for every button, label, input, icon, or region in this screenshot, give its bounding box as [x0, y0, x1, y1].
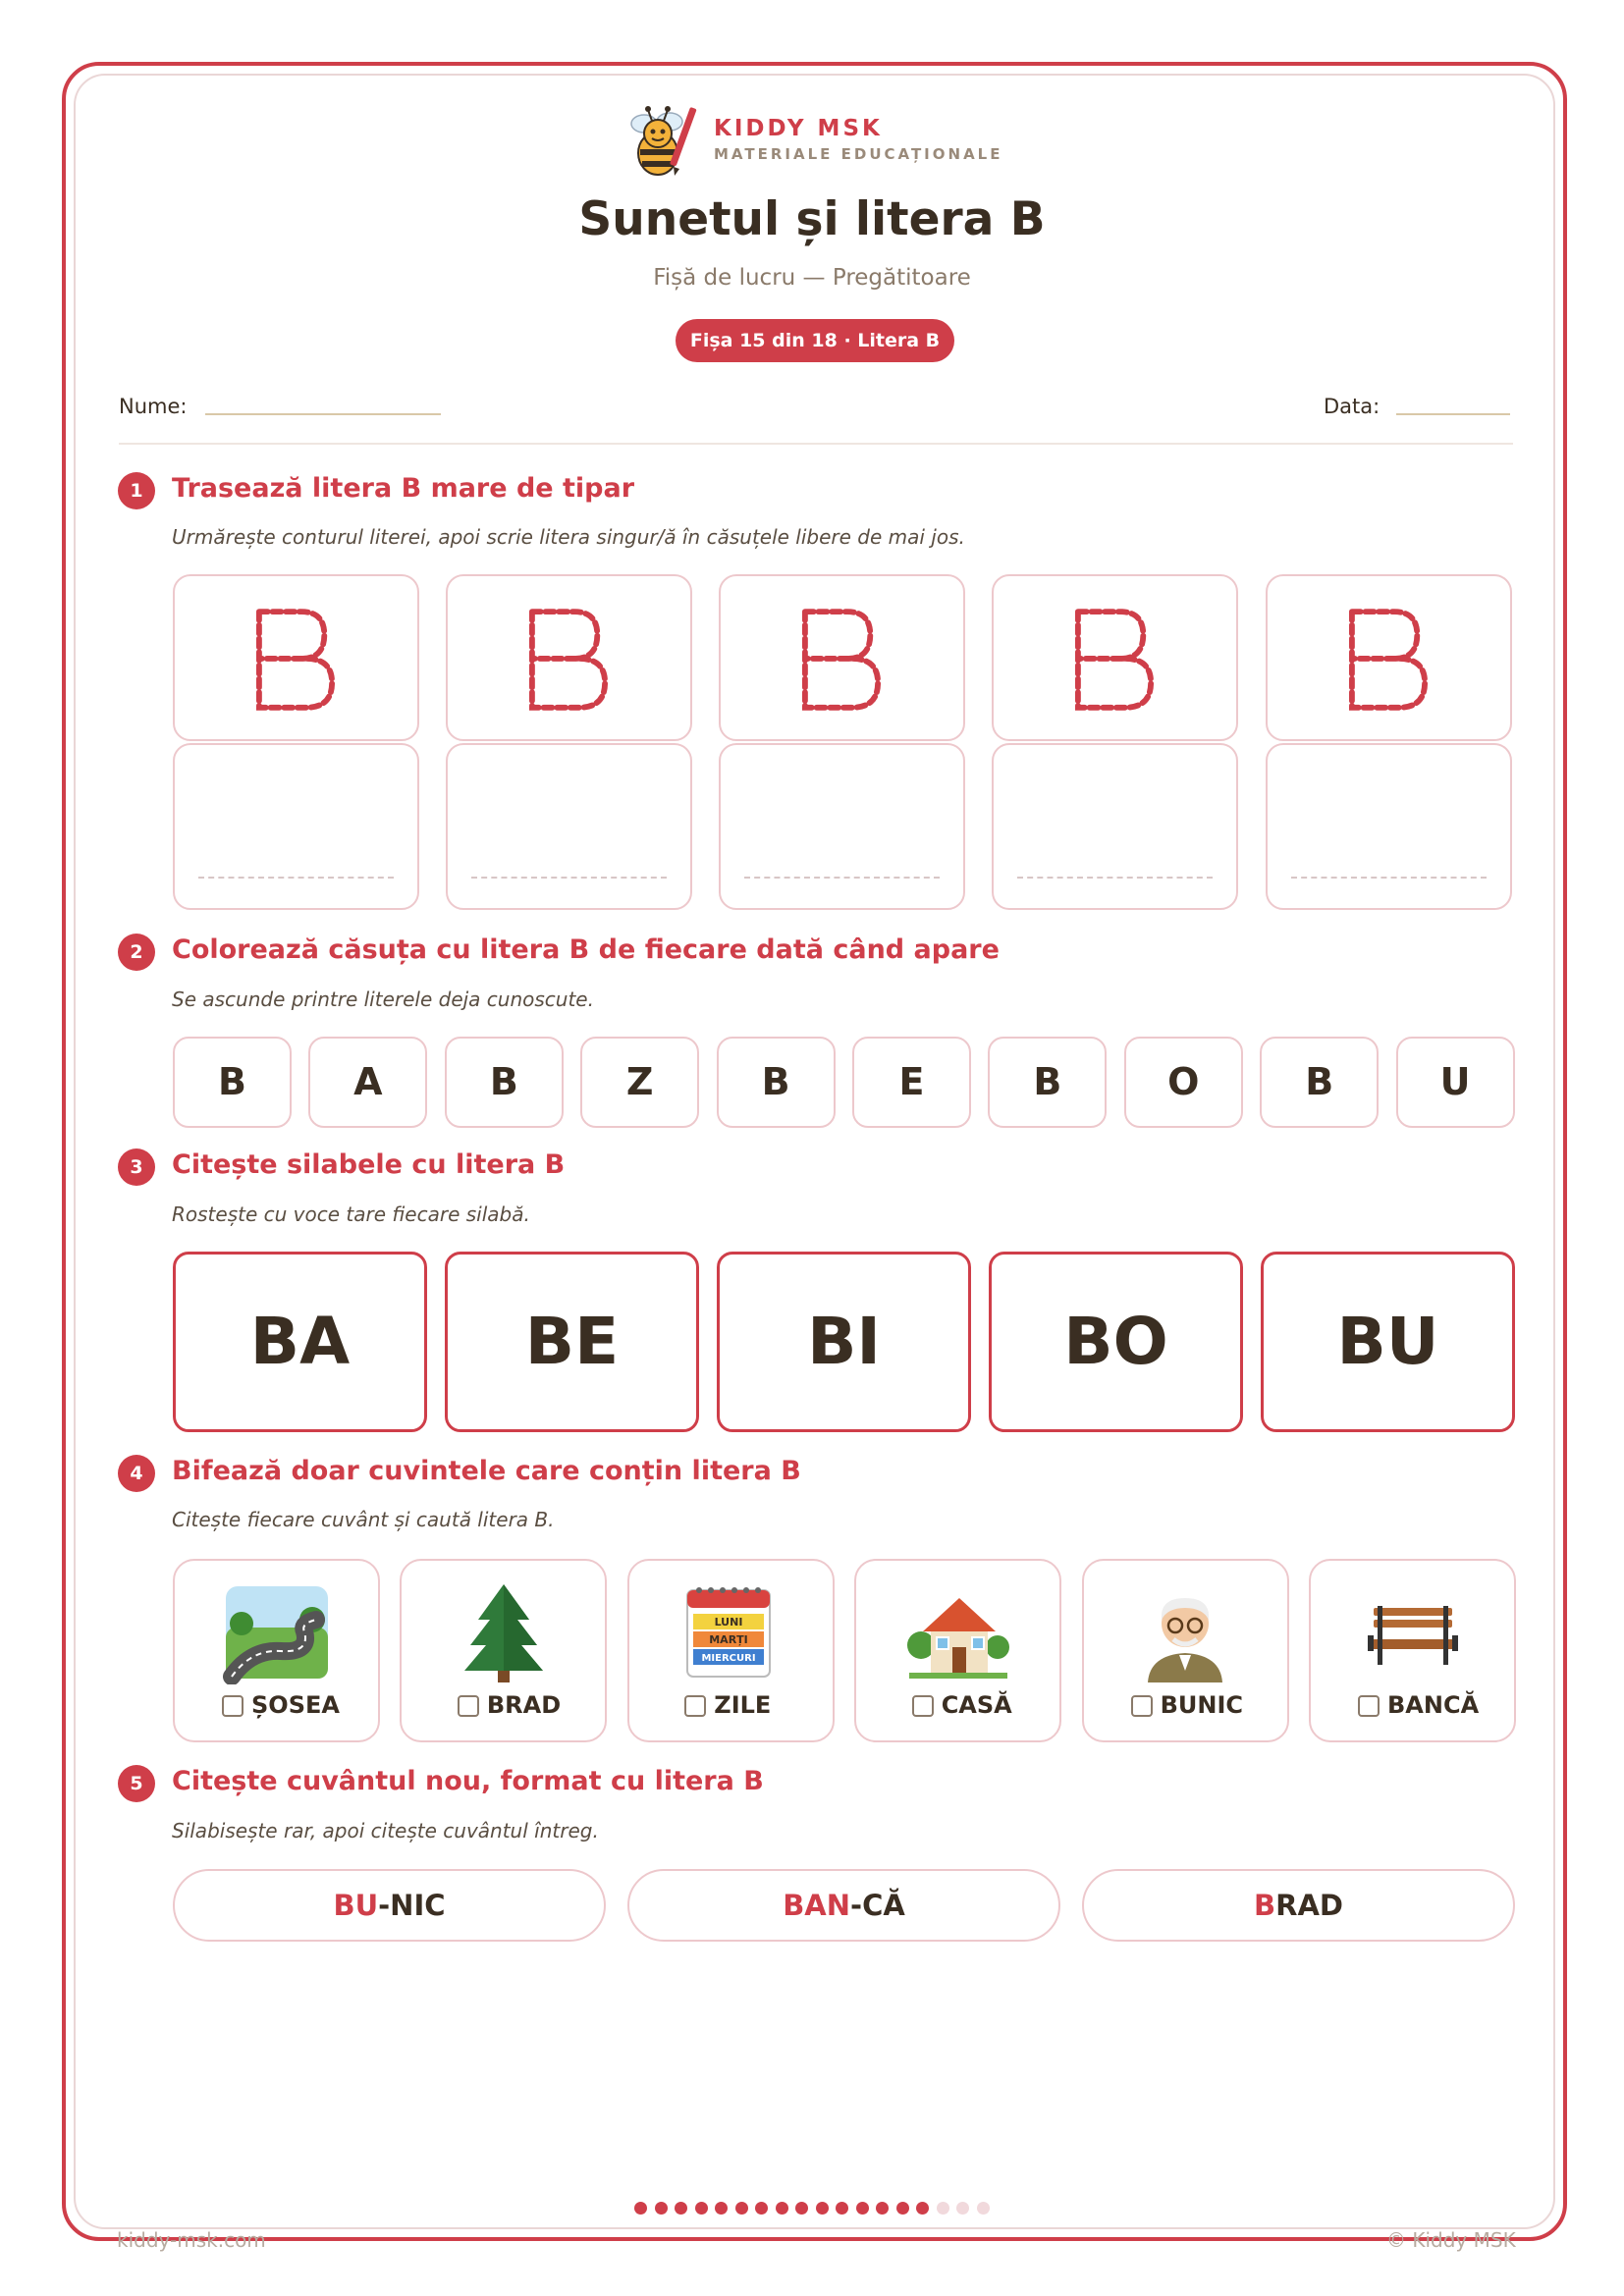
worksheet-badge: Fișa 15 din 18 · Litera B	[676, 319, 954, 362]
write-box[interactable]	[446, 743, 692, 910]
letter-box[interactable]: B	[1260, 1037, 1379, 1128]
word-card[interactable]	[1309, 1559, 1516, 1742]
highlighted-syllable: BU	[333, 1889, 379, 1922]
letter-box[interactable]: E	[852, 1037, 971, 1128]
section-instruction: Se ascunde printre literele deja cunoscute.	[172, 988, 594, 1011]
word-label: ZILE	[714, 1691, 772, 1719]
progress-dot	[836, 2202, 848, 2215]
word-label: BRAD	[486, 1691, 562, 1719]
word-rest: CĂ	[862, 1889, 905, 1922]
section-number: 5	[118, 1765, 155, 1802]
section-instruction: Silabisește rar, apoi citește cuvântul întreg.	[172, 1819, 599, 1842]
progress-dot	[735, 2202, 748, 2215]
progress-dot	[977, 2202, 990, 2215]
word-label: ȘOSEA	[251, 1691, 340, 1719]
write-box[interactable]	[992, 743, 1238, 910]
word-label: BANCĂ	[1387, 1691, 1480, 1719]
progress-dot	[876, 2202, 889, 2215]
word-card[interactable]	[173, 1559, 380, 1742]
letter-box[interactable]: A	[308, 1037, 427, 1128]
trace-box	[173, 574, 419, 741]
word-label: CASĂ	[941, 1691, 1012, 1719]
word-checkbox[interactable]	[1131, 1695, 1153, 1717]
letter-box[interactable]: O	[1124, 1037, 1243, 1128]
name-field[interactable]	[205, 413, 441, 415]
dotted-letter-b	[175, 576, 417, 739]
highlighted-syllable: BAN	[783, 1889, 851, 1922]
brand-tagline: MATERIALE EDUCAȚIONALE	[714, 145, 1003, 163]
date-label: Data:	[1324, 395, 1380, 418]
trace-box	[1266, 574, 1512, 741]
svg-text:LUNI: LUNI	[714, 1616, 743, 1629]
syllable-box: BE	[445, 1252, 699, 1432]
trace-box	[446, 574, 692, 741]
svg-text:MARȚI: MARȚI	[709, 1633, 749, 1646]
page-subtitle: Fișă de lucru — Pregătitoare	[653, 265, 971, 291]
section-title: Trasează litera B mare de tipar	[172, 473, 635, 504]
letter-box[interactable]: B	[717, 1037, 836, 1128]
word-checkbox[interactable]	[912, 1695, 934, 1717]
section-title: Colorează căsuța cu litera B de fiecare dată când apare	[172, 934, 1000, 965]
progress-dot	[795, 2202, 808, 2215]
date-field[interactable]	[1396, 413, 1510, 415]
section-number: 4	[118, 1455, 155, 1492]
write-box[interactable]	[1266, 743, 1512, 910]
progress-dot	[896, 2202, 909, 2215]
fir-tree-icon	[449, 1580, 559, 1684]
trace-box	[992, 574, 1238, 741]
word-rest: NIC	[390, 1889, 446, 1922]
progress-dot	[715, 2202, 728, 2215]
bee-with-pencil-icon	[619, 98, 697, 181]
section-title: Citește silabele cu litera B	[172, 1149, 566, 1180]
footer-copyright: © Kiddy MSK	[1386, 2228, 1516, 2252]
brand-header	[619, 98, 1031, 187]
progress-dot	[937, 2202, 949, 2215]
progress-dot	[755, 2202, 768, 2215]
syllable-box: BU	[1261, 1252, 1515, 1432]
header-divider	[119, 443, 1513, 445]
letter-box[interactable]: Z	[580, 1037, 699, 1128]
word-card[interactable]	[854, 1559, 1061, 1742]
write-guide-line	[471, 877, 667, 879]
syllable-box: BI	[717, 1252, 971, 1432]
progress-dot	[856, 2202, 869, 2215]
section-number: 1	[118, 472, 155, 509]
progress-dot	[776, 2202, 788, 2215]
letter-box[interactable]: B	[173, 1037, 292, 1128]
word-checkbox[interactable]	[684, 1695, 706, 1717]
dotted-letter-b	[448, 576, 690, 739]
write-guide-line	[1291, 877, 1487, 879]
progress-dot	[695, 2202, 708, 2215]
grandfather-icon	[1130, 1580, 1240, 1684]
word-card[interactable]	[1082, 1559, 1289, 1742]
section-instruction: Rostește cu voce tare fiecare silabă.	[172, 1202, 530, 1226]
section-number: 3	[118, 1148, 155, 1186]
word-rest: RAD	[1275, 1889, 1343, 1922]
calendar-icon	[676, 1580, 785, 1684]
word-checkbox[interactable]	[458, 1695, 479, 1717]
progress-dot	[655, 2202, 668, 2215]
section-number: 2	[118, 934, 155, 971]
section-title: Citește cuvântul nou, format cu litera B	[172, 1766, 764, 1796]
new-word-pill	[1082, 1869, 1515, 1942]
bench-icon	[1358, 1580, 1468, 1684]
dotted-letter-b	[994, 576, 1236, 739]
name-label: Nume:	[119, 395, 188, 418]
syllable-box: BO	[989, 1252, 1243, 1432]
letter-box[interactable]: U	[1396, 1037, 1515, 1128]
section-instruction: Urmărește conturul literei, apoi scrie litera singur/ă în căsuțele libere de mai jos.	[172, 525, 965, 549]
winding-road-icon	[222, 1580, 332, 1684]
progress-dot	[956, 2202, 969, 2215]
footer-website: kiddy-msk.com	[117, 2228, 266, 2252]
write-guide-line	[1017, 877, 1213, 879]
section-title: Bifează doar cuvintele care conțin litera B	[172, 1456, 801, 1486]
dotted-letter-b	[721, 576, 963, 739]
dotted-letter-b	[1268, 576, 1510, 739]
syllable-separator: -	[850, 1889, 863, 1922]
svg-text:MIERCURI: MIERCURI	[701, 1653, 756, 1664]
word-card[interactable]	[400, 1559, 607, 1742]
syllable-separator: -	[378, 1889, 391, 1922]
letter-box[interactable]: B	[988, 1037, 1107, 1128]
progress-dot	[675, 2202, 687, 2215]
house-icon	[903, 1580, 1013, 1684]
section-instruction: Citește fiecare cuvânt și caută litera B.	[172, 1508, 555, 1531]
word-checkbox[interactable]	[1358, 1695, 1380, 1717]
progress-dot	[816, 2202, 829, 2215]
write-guide-line	[198, 877, 394, 879]
letter-box[interactable]: B	[445, 1037, 564, 1128]
write-box[interactable]	[173, 743, 419, 910]
word-card[interactable]	[627, 1559, 835, 1742]
highlighted-syllable: B	[1254, 1889, 1276, 1922]
new-word-pill	[173, 1869, 606, 1942]
progress-dot	[916, 2202, 929, 2215]
new-word-pill	[627, 1869, 1060, 1942]
word-label: BUNIC	[1160, 1691, 1244, 1719]
progress-dot	[634, 2202, 647, 2215]
trace-box	[719, 574, 965, 741]
word-checkbox[interactable]	[222, 1695, 244, 1717]
write-box[interactable]	[719, 743, 965, 910]
syllable-box: BA	[173, 1252, 427, 1432]
page-title: Sunetul și litera B	[578, 192, 1046, 246]
write-guide-line	[744, 877, 940, 879]
brand-name: KIDDY MSK	[714, 116, 883, 141]
